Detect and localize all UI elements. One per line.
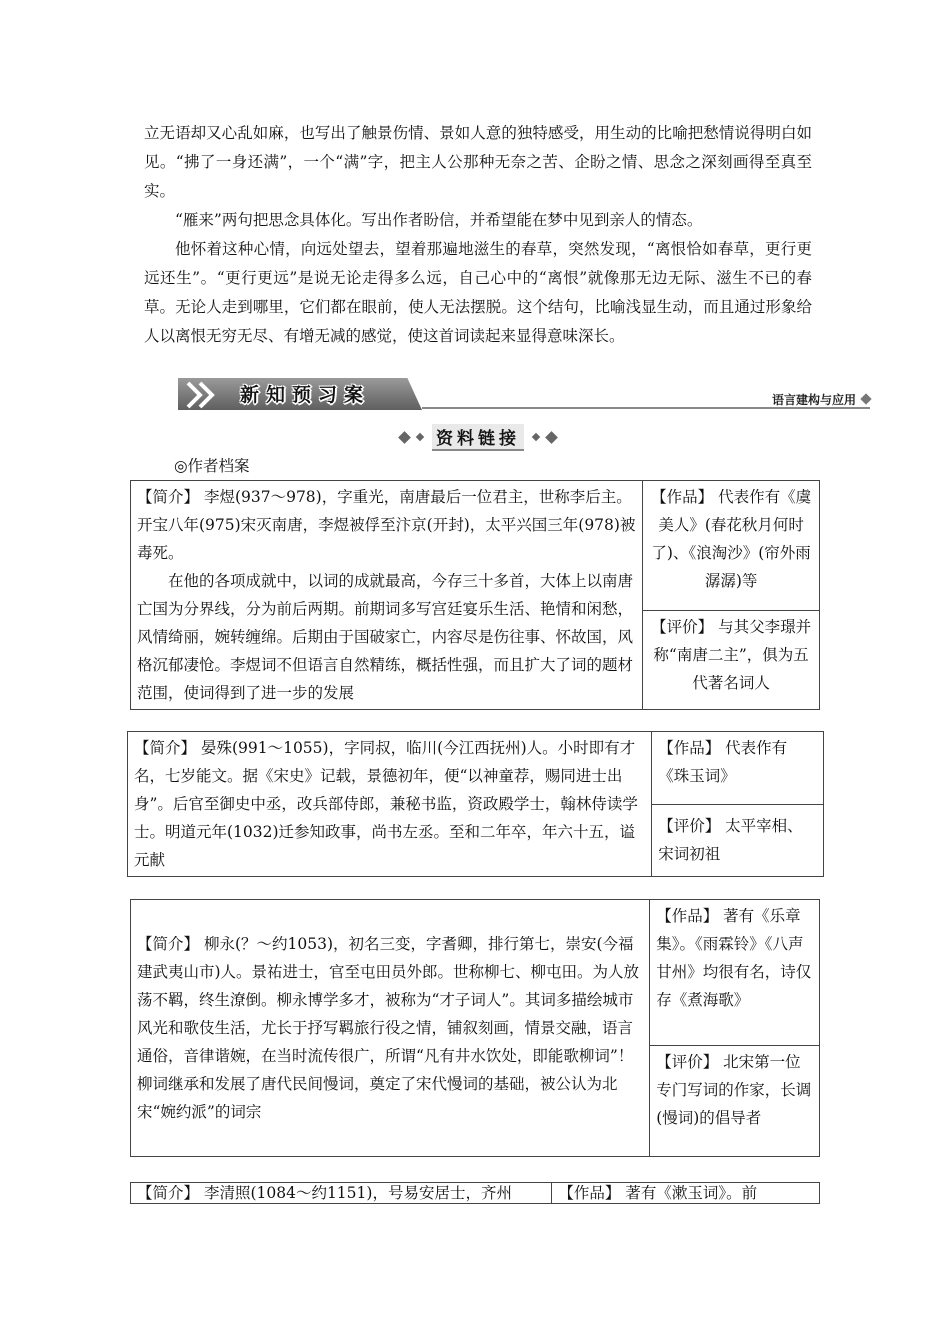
author-table-li-yu	[130, 480, 820, 710]
author-review: 与其父李璟并称“南唐二主”，俱为五代著名词人	[653, 618, 812, 693]
author-intro: 李清照(1084～约1151)，号易安居士，齐州	[203, 1184, 512, 1202]
review-label: 【评价】	[656, 1052, 719, 1071]
author-intro-cell	[131, 481, 643, 710]
works-label: 【作品】	[656, 907, 719, 925]
diamond-icon	[532, 433, 540, 441]
author-works: 著有《漱玉词》。前	[625, 1184, 758, 1202]
banner-subtitle: 语言建构与应用	[771, 393, 856, 407]
author-review: 北宋第一位专门写词的作家，长调(慢词)的倡导者	[656, 1052, 812, 1127]
author-table-li-qingzhao	[130, 1182, 820, 1204]
author-intro: 李煜(937～978)，字重光，南唐最后一位君主，世称李后主。开宝八年(975)宋灭南唐，李煜被俘至汴京(开封)，太平兴国三年(978)被毒死。	[137, 488, 636, 562]
review-label: 【评价】	[658, 817, 721, 836]
author-intro: 柳永(？～约1053)，初名三变，字耆卿，排行第七，崇安(今福建武夷山市)人。景祐进士，官至屯田员外郎。世称柳七、柳屯田。为人放荡不羁，终生潦倒。柳永博学多才，被称为“才子词人”。其词多描绘城市风光和歌伎生活，尤长于抒写羁旅行役之情，铺叙刻画，情景交融，语言通俗，音律谐婉，在当时流传很广，所谓“凡有井水饮处，即能歌柳词”！柳词继承和发展了唐代民间慢词，奠定了宋代慢词的基础，被公认为北宋“婉约派”的词宗	[137, 935, 640, 1121]
author-works-cell	[552, 1183, 820, 1204]
author-review: 太平宰相、宋词初祖	[658, 817, 803, 864]
author-works: 著有《乐章集》。《雨霖铃》《八声甘州》均很有名，诗仅存《煮海歌》	[656, 907, 812, 1009]
banner-title: 新知预习案	[240, 384, 371, 406]
author-table-liu-yong	[130, 899, 820, 1157]
section-banner	[178, 378, 870, 412]
section-heading	[396, 424, 560, 450]
works-label: 【作品】	[651, 488, 714, 506]
intro-label: 【简介】	[137, 935, 200, 953]
review-label: 【评价】	[651, 618, 714, 637]
intro-paragraph-1: 立无语却又心乱如麻，也写出了触景伤情、景如人意的独特感受，用生动的比喻把愁情说得明白如见。“拂了一身还满”，一个“满”字，把主人公那种无奈之苦、企盼之情、思念之深刻画得至真至实。	[144, 124, 812, 200]
intro-paragraph-2: “雁来”两句把思念具体化。写出作者盼信，并希望能在梦中见到亲人的情态。	[175, 211, 703, 229]
author-works-cell	[652, 732, 824, 805]
intro-label: 【简介】	[134, 739, 197, 757]
author-works-cell	[650, 900, 820, 1046]
diamond-icon	[860, 393, 871, 404]
diamond-icon	[545, 431, 558, 444]
intro-label: 【简介】	[137, 1184, 200, 1202]
diamond-icon	[416, 433, 424, 441]
author-review-cell	[650, 1045, 820, 1156]
works-label: 【作品】	[658, 739, 721, 757]
author-intro: 晏殊(991～1055)，字同叔，临川(今江西抚州)人。小时即有才名，七岁能文。据《宋史》记载，景德初年，便“以神童荐，赐同进士出身”。后官至御史中丞，改兵部侍郎，兼秘书监，资政殿学士，翰林侍读学士。明道元年(1032)迁参知政事，尚书左丞。至和二年卒，年六十五，谥元献	[134, 739, 638, 869]
author-intro-cell	[131, 1183, 552, 1204]
author-intro-cell	[128, 732, 652, 877]
author-works-cell	[643, 481, 820, 611]
author-works: 代表作有《珠玉词》	[658, 739, 788, 785]
intro-label: 【简介】	[137, 488, 200, 506]
section-title: 资料链接	[432, 424, 524, 451]
author-intro-cell	[131, 900, 650, 1157]
author-review-cell	[643, 611, 820, 710]
diamond-icon	[398, 431, 411, 444]
double-chevron-icon	[184, 381, 224, 409]
archive-heading: ◎作者档案	[174, 457, 250, 475]
author-intro-continued: 在他的各项成就中，以词的成就最高，今存三十多首，大体上以南唐亡国为分界线，分为前后两期。前期词多写宫廷宴乐生活、艳情和闲愁，风情绮丽，婉转缠绵。后期由于国破家亡，内容尽是伤往事、怀故国，风格沉郁凄怆。李煜词不但语言自然精练，概括性强，而且扩大了词的题材范围，使词得到了进一步的发展	[137, 572, 634, 702]
author-table-yan-shu	[127, 731, 824, 877]
works-label: 【作品】	[558, 1184, 621, 1202]
intro-paragraph-3: 他怀着这种心情，向远处望去，望着那遍地滋生的春草，突然发现，“离恨恰如春草，更行更远还生”。“更行更远”是说无论走得多么远，自己心中的“离恨”就像那无边无际、滋生不已的春草。无论人走到哪里，它们都在眼前，使人无法摆脱。这个结句，比喻浅显生动，而且通过形象给人以离恨无穷无尽、有增无减的感觉，使这首词读起来显得意味深长。	[144, 240, 812, 345]
author-review-cell	[652, 804, 824, 877]
author-works: 代表作有《虞美人》(春花秋月何时了)、《浪淘沙》(帘外雨潺潺)等	[651, 488, 812, 590]
